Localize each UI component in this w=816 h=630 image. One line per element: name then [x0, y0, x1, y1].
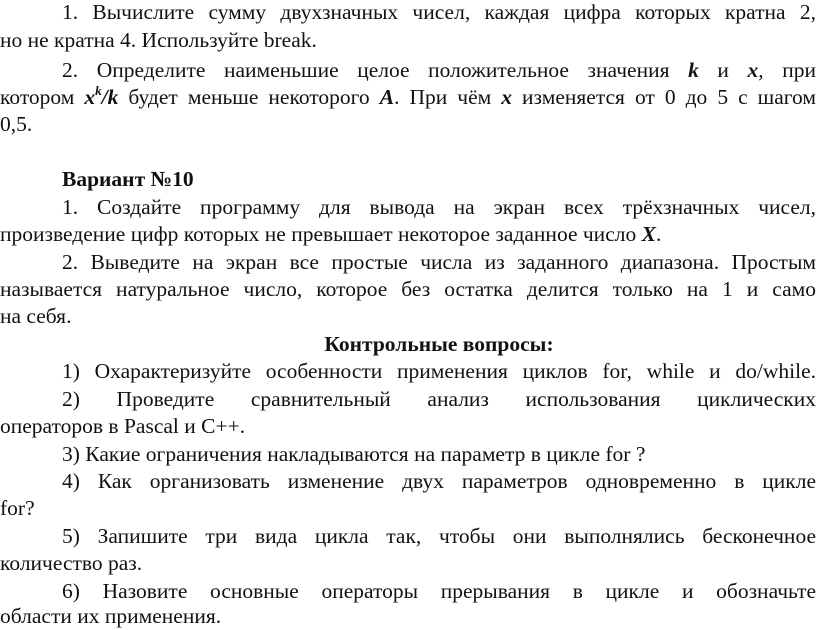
question-6-line2: области их применения. — [0, 604, 222, 628]
question-2-line1: 2) Проведите сравнительный анализ использования циклических — [62, 387, 816, 411]
task1-item2-line2: котором $x^k/k$ будет меньше некоторого A. При чём x изменяется от 0 до 5 с шагом — [0, 82, 816, 109]
question-5-line1: 5) Запишите три вида цикла так, чтобы они выполнялись бесконечное — [62, 524, 816, 548]
question-5-line2: количество раз. — [0, 551, 143, 575]
variant-item2-line2: называется натуральное число, которое без остатка делится только на 1 и само — [0, 277, 816, 301]
task1-item1-line2: но не кратна 4. Используйте break. — [0, 28, 317, 52]
question-2-line2: операторов в Pascal и C++. — [0, 414, 246, 438]
question-4-line2: for? — [0, 496, 35, 520]
task1-item2-line1: 2. Определите наименьшие целое положительное значения k и x, при — [62, 58, 816, 82]
task1-item2-line3: 0,5. — [0, 112, 33, 136]
question-1: 1) Охарактеризуйте особенности применения циклов for, while и do/while. — [62, 359, 816, 383]
variant-title: Вариант №10 — [62, 167, 194, 191]
variant-item2-line3: на себя. — [0, 304, 72, 328]
question-3: 3) Какие ограничения накладываются на параметр в цикле for ? — [62, 442, 646, 466]
variant-item1-line2: произведение цифр которых не превышает некоторое заданное число X. — [0, 222, 662, 246]
variant-item1-line1: 1. Создайте программу для вывода на экран всех трёхзначных чисел, — [62, 195, 816, 219]
question-4-line1: 4) Как организовать изменение двух параметров одновременно в цикле — [62, 469, 816, 493]
task1-item1-line1: 1. Вычислите сумму двухзначных чисел, каждая цифра которых кратна 2, — [62, 0, 816, 24]
question-6-line1: 6) Назовите основные операторы прерывания в цикле и обозначьте — [62, 579, 816, 603]
questions-title: Контрольные вопросы: — [324, 332, 554, 356]
variant-item2-line1: 2. Выведите на экран все простые числа из заданного диапазона. Простым — [62, 250, 816, 274]
